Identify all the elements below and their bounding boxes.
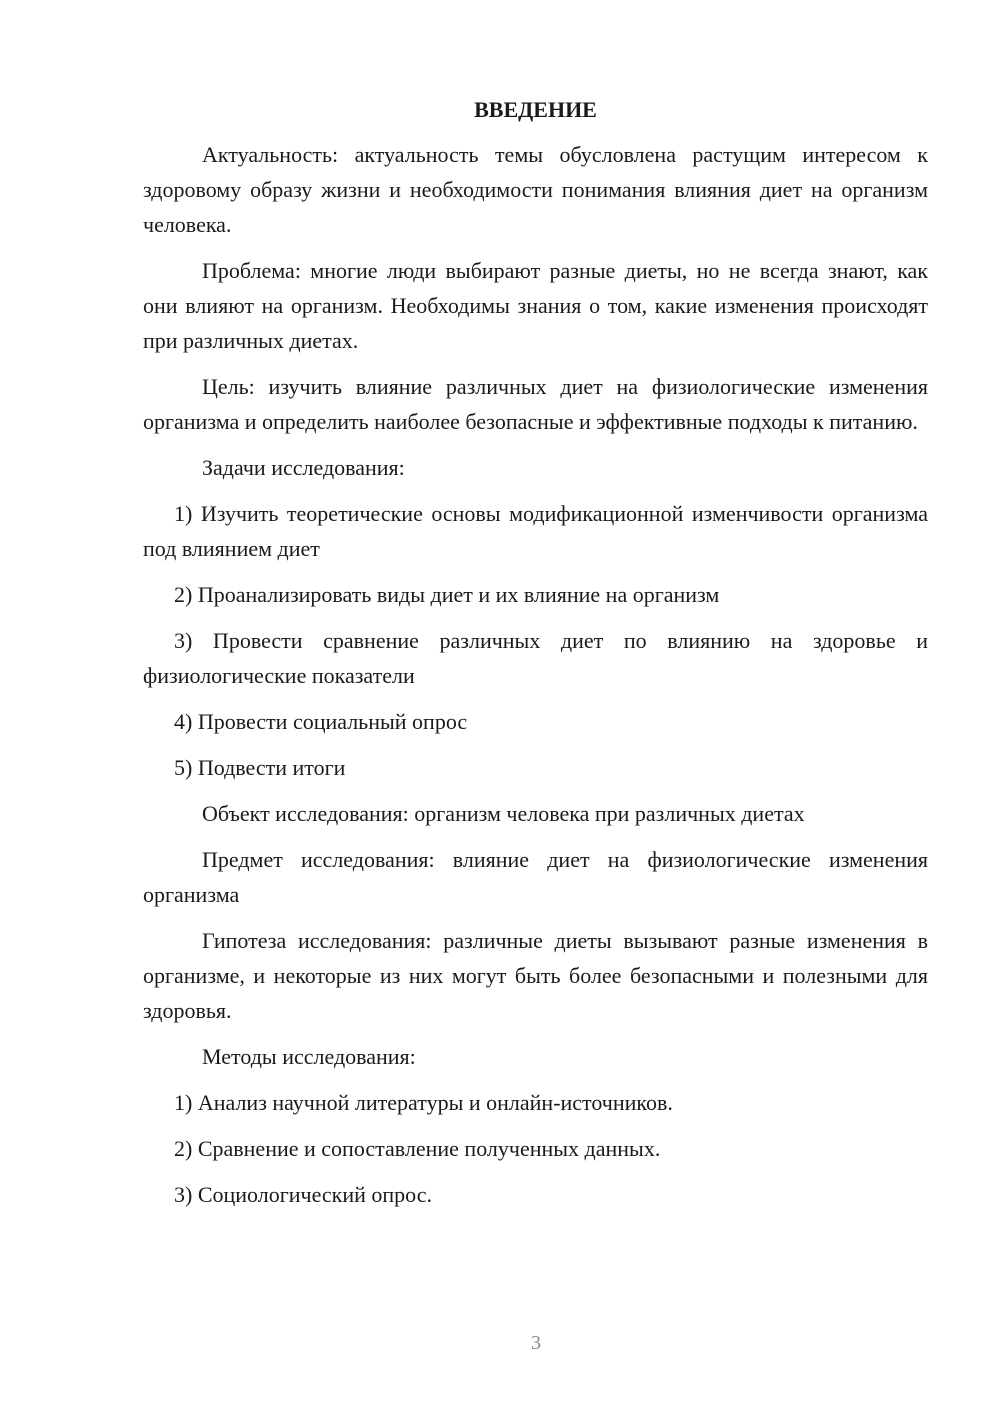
method-item: 2) Сравнение и сопоставление полученных данных.: [174, 1136, 661, 1161]
task-item: 5) Подвести итоги: [174, 755, 346, 780]
task-item: 3) Провести сравнение различных диет по влиянию на здоровье и физиологические показатели: [143, 628, 928, 688]
relevance-paragraph: Актуальность: актуальность темы обусловлена растущим интересом к здоровому образу жизни и необходимости понимания влияния диет на организм человека.: [143, 142, 928, 237]
task-item: 4) Провести социальный опрос: [174, 709, 468, 734]
page-number: 3: [531, 1332, 541, 1354]
object-paragraph: Объект исследования: организм человека при различных диетах: [202, 801, 805, 826]
method-item: 1) Анализ научной литературы и онлайн-источников.: [174, 1090, 673, 1115]
methods-heading: Методы исследования:: [202, 1044, 416, 1069]
problem-paragraph: Проблема: многие люди выбирают разные диеты, но не всегда знают, как они влияют на организм. Необходимы знания о том, какие изменения происходят при различных диетах.: [143, 258, 928, 353]
document-page: [143, 95, 928, 1223]
task-item: 1) Изучить теоретические основы модификационной изменчивости организма под влиянием диет: [143, 501, 928, 561]
page-title: ВВЕДЕНИЕ: [474, 97, 597, 122]
tasks-heading: Задачи исследования:: [202, 455, 405, 480]
goal-paragraph: Цель: изучить влияние различных диет на физиологические изменения организма и определить наиболее безопасные и эффективные подходы к питанию.: [143, 374, 928, 434]
method-item: 3) Социологический опрос.: [174, 1182, 432, 1207]
hypothesis-paragraph: Гипотеза исследования: различные диеты вызывают разные изменения в организме, и некоторые из них могут быть более безопасными и полезными для здоровья.: [143, 928, 928, 1023]
task-item: 2) Проанализировать виды диет и их влияние на организм: [174, 582, 720, 607]
subject-paragraph: Предмет исследования: влияние диет на физиологические изменения организма: [143, 847, 928, 907]
